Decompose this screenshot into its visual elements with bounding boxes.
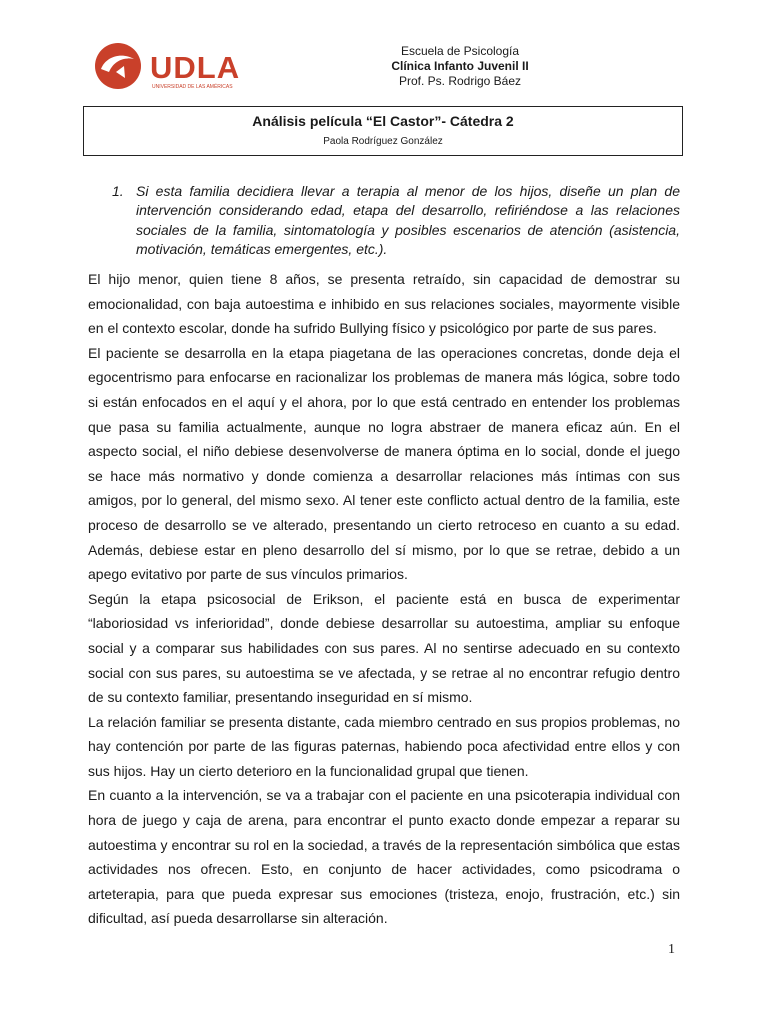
title-box (83, 106, 683, 156)
paragraph: En cuanto a la intervención, se va a trabajar con el paciente en una psicoterapia individual con hora de juego y caja de arena, para encontrar el punto exacto donde empezar a reparar su autoestima y encontrar su rol en la sociedad, a través de la representación simbólica que estas actividades nos ofrecen. Esto, en conjunto de hacer actividades, como psicodrama o arteterapia, para que pueda expresar sus emociones (tristeza, enojo, frustración, etc.) sin dificultad, así pueda desarrollarse sin alteración. (88, 787, 680, 927)
document-header (330, 44, 590, 89)
logo-wordmark: UDLA (150, 50, 241, 85)
document-title: Análisis película “El Castor”- Cátedra 2 (252, 113, 514, 129)
paragraph: El hijo menor, quien tiene 8 años, se presenta retraído, sin capacidad de demostrar su emocionalidad, con baja autoestima e inhibido en sus relaciones sociales, mayormente visible en el contexto escolar, donde ha sufrido Bullying físico y psicológico por parte de sus pares. (88, 271, 680, 337)
course-name: Clínica Infanto Juvenil II (391, 59, 529, 73)
udla-logo (92, 42, 242, 92)
body-text (88, 267, 680, 931)
question-item (112, 182, 680, 259)
author-name: Paola Rodríguez González (323, 136, 443, 147)
question-number: 1. (112, 183, 124, 199)
logo-subtitle: UNIVERSIDAD DE LAS AMÉRICAS (152, 84, 233, 90)
school-name: Escuela de Psicología (400, 44, 520, 58)
question-text: Si esta familia decidiera llevar a terapia al menor de los hijos, diseñe un plan de intervención considerando edad, etapa del desarrollo, refiriéndose a las relaciones sociales de la familia, sintomatología y posibles escenarios de atención (asistencia, motivación, temáticas emergentes, etc.). (136, 183, 680, 257)
paragraph: El paciente se desarrolla en la etapa piagetana de las operaciones concretas, donde deja el egocentrismo para enfocarse en racionalizar los problemas de manera más lógica, sobre todo si están enfocados en el aquí y el ahora, por lo que está centrado en entender los problemas que pasa su familia actualmente, aunque no logra abstraer de manera eficaz aún. En el aspecto social, el niño debiese desenvolverse de manera óptima en lo social, donde el juego se hace más normativo y donde comienza a desarrollar relaciones más íntimas con sus amigos, por lo general, del mismo sexo. Al tener este conflicto actual dentro de la familia, este proceso de desarrollo se ve alterado, presentando un cierto retroceso en cuanto a su edad. Además, debiese estar en pleno desarrollo del sí mismo, por lo que se retrae, debido a un apego evitativo por parte de sus vínculos primarios. (88, 344, 680, 583)
professor-name: Prof. Ps. Rodrigo Báez (398, 74, 522, 88)
paragraph: Según la etapa psicosocial de Erikson, el paciente está en busca de experimentar “laboriosidad vs inferioridad”, donde debiese desarrollar su autoestima, ampliar su enfoque social y a comparar sus habilidades con sus pares. Al no sentirse adecuado en su contexto social con sus pares, su autoestima se ve afectada, y se retrae al no encontrar refugio dentro de su contexto familiar, presentando inseguridad en sí mismo. (88, 590, 680, 706)
udla-logo-mark (92, 42, 242, 92)
page-number: 1 (668, 942, 675, 957)
paragraph: La relación familiar se presenta distante, cada miembro centrado en sus propios problemas, no hay contención por parte de las figuras paternas, habiendo poca afectividad entre ellos y con sus hijos. Hay un cierto deterioro en la funcionalidad grupal que tienen. (88, 713, 680, 779)
